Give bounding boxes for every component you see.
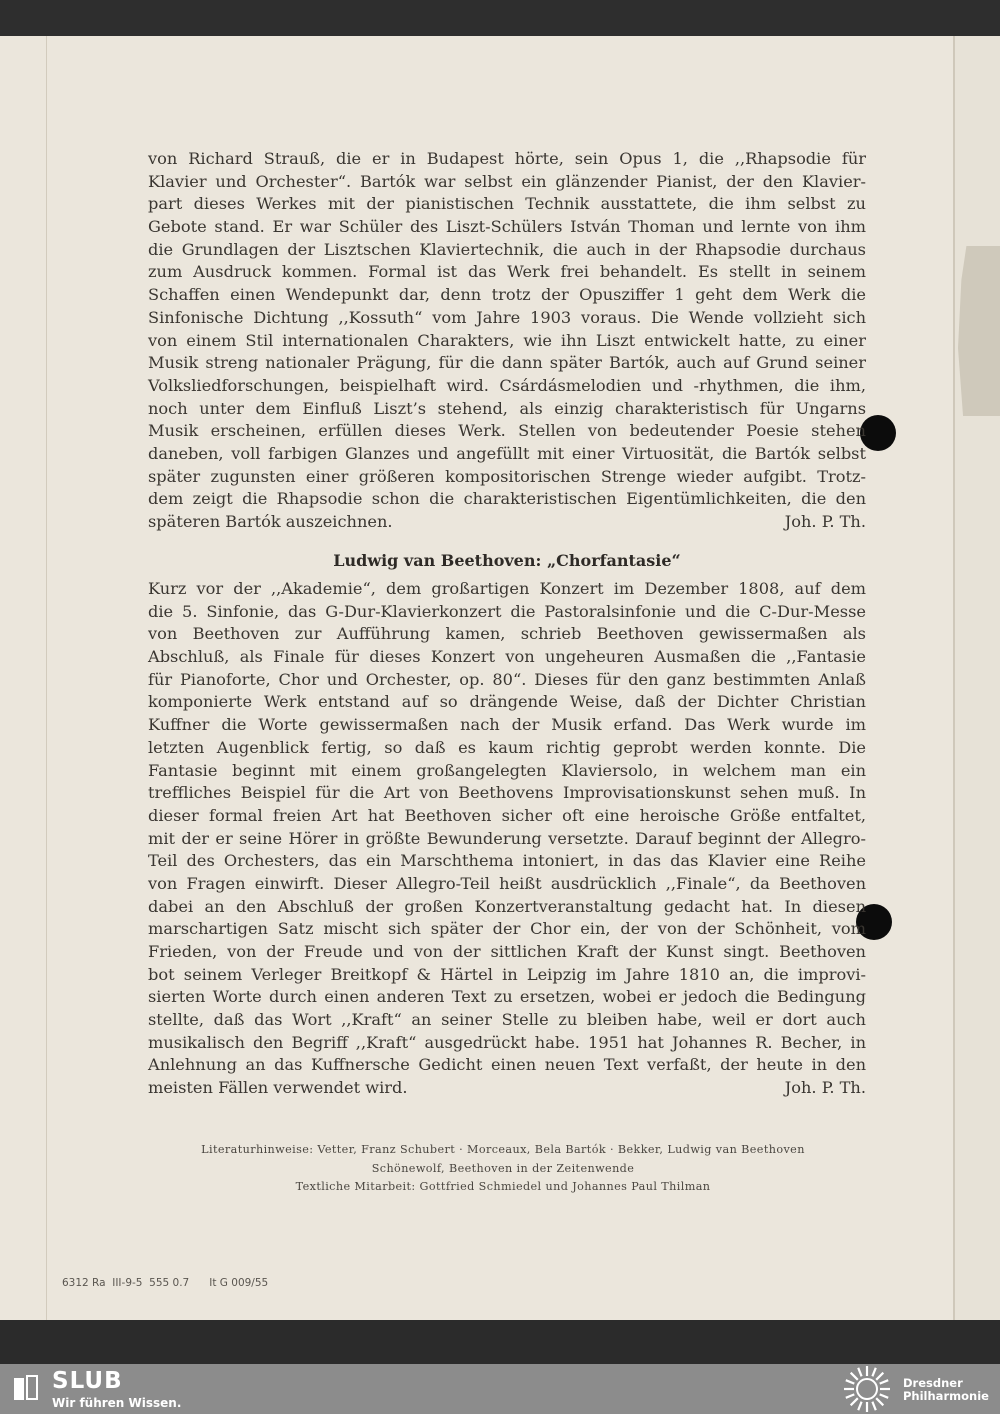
page-flap — [955, 36, 1000, 1320]
author-signature: Joh. P. Th. — [784, 512, 866, 531]
text-line: Volksliedforschungen, beispielhaft wird. Csárdásmelodien und -rhythmen, die ihm, — [148, 375, 866, 395]
text-line: stellte, daß das Wort ,,Kraft“ an seiner Stelle zu bleiben habe, weil er dort auch — [148, 1010, 866, 1030]
text-line: letzten Augenblick fertig, so daß es kaum richtig geprobt werden konnte. Die — [148, 737, 866, 757]
text-line: dabei an den Abschluß der großen Konzertveranstaltung gedacht hat. In diesen — [148, 896, 866, 916]
text-line: treffliches Beispiel für die Art von Beethovens Improvisationskunst sehen muß. In — [148, 783, 866, 803]
closing-line — [148, 511, 866, 534]
text-line: Teil des Orchesters, das ein Marschthema intoniert, in das das Klavier eine Reihe — [148, 851, 866, 871]
text-line: Anlehnung an das Kuffnersche Gedicht einen neuen Text verfaßt, der heute in den — [148, 1055, 866, 1075]
footer-bar — [0, 1364, 1000, 1414]
scan-bottom-border — [0, 1320, 1000, 1364]
footnote-literature-cont: Schönewolf, Beethoven in der Zeitenwende — [371, 1161, 635, 1175]
text-line: Sinfonische Dichtung ,,Kossuth“ vom Jahre 1903 voraus. Die Wende vollzieht sich — [148, 307, 866, 327]
text-line: daneben, voll farbigen Glanzes und angefüllt mit einer Virtuosität, die Bartók selbst — [148, 443, 866, 463]
text-line: Kuffner die Worte gewissermaßen nach der Musik erfand. Das Werk wurde im — [148, 715, 866, 735]
text-line: Musik streng nationaler Prägung, für die dann später Bartók, auch auf Grund seiner — [148, 353, 866, 373]
text-line: part dieses Werkes mit der pianistischen Technik ausstattete, die ihm selbst zu — [148, 194, 866, 214]
slub-slogan: Wir führen Wissen. — [52, 1396, 182, 1410]
text-line: musikalisch den Begriff ,,Kraft“ ausgedrückt habe. 1951 hat Johannes R. Becher, in — [148, 1032, 866, 1052]
text-line: Schaffen einen Wendepunkt dar, denn trotz der Opusziffer 1 geht dem Werk die — [148, 285, 866, 305]
text-line: von Fragen einwirft. Dieser Allegro-Teil heißt ausdrücklich ,,Finale“, da Beethoven — [148, 873, 866, 893]
philharmonie-name-line1: Dresdner — [903, 1376, 963, 1390]
text-line: die Grundlagen der Lisztschen Klaviertechnik, die auch in der Rhapsodie durchaus — [148, 239, 866, 259]
text-line: Klavier und Orchester“. Bartók war selbst ein glänzender Pianist, der den Klavier- — [148, 171, 866, 191]
text-line: Kurz vor der ,,Akademie“, dem großartigen Konzert im Dezember 1808, auf dem — [148, 579, 866, 598]
essay-heading-beethoven: Ludwig van Beethoven: „Chorfantasie“ — [333, 551, 681, 570]
text-line: sierten Worte durch einen anderen Text zu ersetzen, wobei er jedoch die Bedingung — [148, 987, 866, 1007]
philharmonie-name — [903, 1377, 989, 1403]
page-fold-left — [46, 36, 47, 1320]
text-line: komponierte Werk entstand auf so drängende Weise, daß der Dichter Christian — [148, 692, 866, 712]
text-line: dem zeigt die Rhapsodie schon die charakteristischen Eigentümlichkeiten, die den — [148, 489, 866, 509]
footnote-collaboration: Textliche Mitarbeit: Gottfried Schmiedel und Johannes Paul Thilman — [295, 1180, 711, 1193]
text-line: marschartigen Satz mischt sich später der Chor ein, der von der Schönheit, vom — [148, 919, 866, 939]
closing-line — [148, 1077, 866, 1100]
text-line: für Pianoforte, Chor und Orchester, op. 80“. Dieses für den ganz bestimmten Anlaß — [148, 669, 866, 689]
essay-beethoven — [148, 578, 866, 1100]
slub-name: SLUB — [52, 1368, 123, 1394]
philharmonie-sunburst-icon — [842, 1364, 892, 1414]
text-line: von einem Stil internationalen Charakters, wie ihn Liszt entwickelt hatte, zu einer — [148, 330, 866, 350]
text-line: bot seinem Verleger Breitkopf & Härtel in Leipzig im Jahre 1810 an, die improvi- — [148, 964, 866, 984]
text-line: von Beethoven zur Aufführung kamen, schrieb Beethoven gewissermaßen als — [148, 624, 866, 644]
text-line: Abschluß, als Finale für dieses Konzert von ungeheuren Ausmaßen die ,,Fantasie — [148, 647, 866, 667]
text-line: Musik erscheinen, erfüllen dieses Werk. Stellen von bedeutender Poesie stehen — [148, 421, 866, 441]
scan-top-border — [0, 0, 1000, 36]
text-line: Gebote stand. Er war Schüler des Liszt-Schülers István Thoman und lernte von ihm — [148, 217, 866, 237]
essay-bartok — [148, 148, 866, 534]
text-line: zum Ausdruck kommen. Formal ist das Werk frei behandelt. Es stellt in seinem — [148, 262, 866, 282]
text-line: späteren Bartók auszeichnen. — [148, 512, 393, 531]
print-code: 6312 Ra III-9-5 555 0.7 It G 009/55 — [62, 1277, 269, 1289]
text-line: mit der er seine Hörer in größte Bewunderung versetzte. Darauf beginnt der Allegro- — [148, 828, 866, 848]
text-line: Fantasie beginnt mit einem großangelegten Klaviersolo, in welchem man ein — [148, 760, 866, 780]
text-line: Frieden, von der Freude und von der sittlichen Kraft der Kunst singt. Beethoven — [148, 942, 866, 961]
text-line: von Richard Strauß, die er in Budapest hörte, sein Opus 1, die ,,Rhapsodie für — [148, 149, 866, 168]
text-line: meisten Fällen verwendet wird. — [148, 1078, 408, 1098]
philharmonie-name-line2: Philharmonie — [903, 1389, 989, 1403]
text-line: die 5. Sinfonie, das G-Dur-Klavierkonzert die Pastoralsinfonie und die C-Dur-Messe — [148, 601, 866, 621]
tape-remnant — [958, 246, 1000, 416]
author-signature: Joh. P. Th. — [784, 1078, 866, 1098]
document-page — [0, 36, 1000, 1320]
text-line: dieser formal freien Art hat Beethoven sicher oft eine heroische Größe entfaltet, — [148, 805, 866, 825]
footnote-literature: Literaturhinweise: Vetter, Franz Schubert · Morceaux, Bela Bartók · Bekker, Ludwig van Beethoven — [201, 1143, 805, 1156]
footnotes — [100, 1141, 906, 1197]
text-line: später zugunsten einer größeren kompositorischen Strenge wieder aufgibt. Trotz- — [148, 466, 866, 486]
text-line: noch unter dem Einfluß Liszt’s stehend, als einzig charakteristisch für Ungarns — [148, 398, 866, 418]
slub-book-icon — [12, 1374, 42, 1402]
